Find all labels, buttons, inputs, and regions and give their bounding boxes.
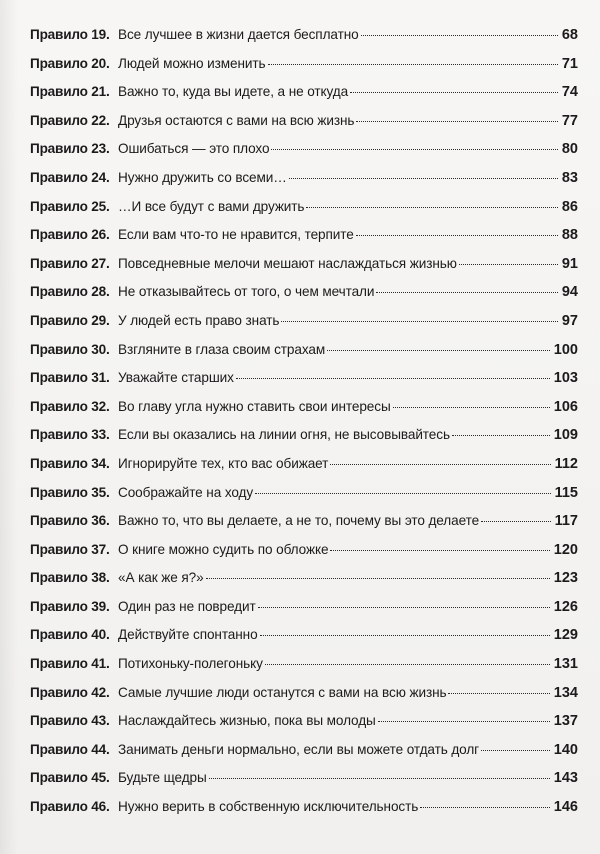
rule-number: Правило 33. — [30, 427, 110, 443]
toc-entry — [30, 164, 578, 193]
page-number: 91 — [561, 255, 578, 272]
toc-entry — [30, 307, 578, 336]
page-number: 103 — [553, 370, 578, 387]
dot-leader — [356, 121, 557, 122]
page-number: 94 — [561, 284, 578, 301]
page-number: 137 — [553, 713, 578, 730]
page-number: 71 — [561, 55, 578, 72]
dot-leader — [481, 750, 550, 751]
dot-leader — [356, 235, 558, 236]
dot-leader — [260, 635, 550, 636]
entry-title-line — [118, 278, 578, 307]
entry-title-line — [118, 679, 578, 708]
rule-number: Правило 37. — [30, 541, 110, 557]
dot-leader — [452, 435, 550, 436]
dot-leader — [258, 607, 550, 608]
rule-number: Правило 28. — [30, 284, 110, 300]
page-number: 134 — [553, 684, 578, 701]
dot-leader — [255, 493, 551, 494]
page-number: 117 — [554, 513, 578, 530]
rule-number: Правило 30. — [30, 341, 110, 357]
toc-entry — [30, 393, 578, 422]
dot-leader — [459, 264, 558, 265]
page-number: 120 — [553, 541, 578, 558]
dot-leader — [361, 35, 558, 36]
entry-title-line — [118, 307, 578, 336]
toc-entry — [30, 764, 578, 793]
page-number: 140 — [553, 741, 578, 758]
dot-leader — [289, 178, 558, 179]
rule-title: Самые лучшие люди останутся с вами на всю жизнь — [118, 684, 447, 700]
dot-leader — [327, 350, 550, 351]
rule-title: Если вы оказались на линии огня, не высовывайтесь — [118, 427, 450, 443]
rule-title: Действуйте спонтанно — [118, 627, 258, 643]
entry-title-line — [118, 135, 578, 164]
toc-entry — [30, 278, 578, 307]
page-number: 97 — [561, 312, 578, 329]
entry-title-line — [118, 78, 578, 107]
rule-number: Правило 39. — [30, 598, 110, 614]
toc-entry — [30, 221, 578, 250]
rule-number: Правило 42. — [30, 684, 110, 700]
toc-entry — [30, 364, 578, 393]
dot-leader — [268, 64, 558, 65]
rule-title: Нужно верить в собственную исключительность — [118, 799, 419, 815]
toc-entry — [30, 793, 578, 822]
toc-entry — [30, 21, 578, 50]
page-number: 88 — [561, 227, 578, 244]
rule-title: …И все будут с вами дружить — [118, 198, 305, 214]
rule-number: Правило 20. — [30, 55, 110, 71]
rule-number: Правило 35. — [30, 484, 110, 500]
page-number: 68 — [561, 27, 578, 43]
dot-leader — [330, 550, 549, 551]
rule-title: О книге можно судить по обложке — [118, 541, 329, 557]
entry-title-line — [118, 421, 578, 450]
dot-leader — [350, 92, 558, 93]
rule-title: Нужно дружить со всеми… — [118, 169, 287, 185]
entry-title-line — [118, 736, 578, 765]
toc-entry — [30, 107, 578, 136]
rule-number: Правило 22. — [30, 112, 110, 128]
entry-title-line — [118, 21, 578, 50]
toc-entry — [30, 78, 578, 107]
rule-number: Правило 24. — [30, 169, 110, 185]
entry-title-line — [118, 450, 578, 479]
entry-title-line — [118, 336, 578, 365]
rule-title: Ошибаться — это плохо — [118, 141, 270, 157]
toc-entry — [30, 479, 578, 508]
entry-title-line — [118, 564, 578, 593]
dot-leader — [420, 807, 550, 808]
rule-number: Правило 23. — [30, 141, 110, 157]
page-number: 74 — [561, 84, 578, 101]
rule-number: Правило 43. — [30, 713, 110, 729]
rule-number: Правило 32. — [30, 398, 110, 414]
dot-leader — [209, 778, 550, 779]
rule-title: Повседневные мелочи мешают наслаждаться жизнью — [118, 255, 457, 271]
rule-number: Правило 40. — [30, 627, 110, 643]
page-number: 131 — [553, 656, 578, 673]
page-number: 129 — [553, 627, 578, 644]
rule-title: Потихоньку-полегоньку — [118, 656, 263, 672]
entry-title-line — [118, 107, 578, 136]
rule-title: Игнорируйте тех, кто вас обижает — [118, 455, 329, 471]
rule-title: Все лучшее в жизни дается бесплатно — [118, 27, 359, 42]
toc-entry — [30, 336, 578, 365]
rule-title: Важно то, куда вы идете, а не откуда — [118, 84, 349, 100]
dot-leader — [271, 149, 557, 150]
rule-title: Будьте щедры — [118, 770, 207, 786]
rule-title: Занимать деньги нормально, если вы можете отдать долг — [118, 741, 480, 757]
rule-title: Уважайте старших — [118, 370, 234, 386]
rule-number: Правило 45. — [30, 770, 110, 786]
page-number: 115 — [554, 484, 578, 501]
entry-title-line — [118, 593, 578, 622]
rule-title: Взгляните в глаза своим страхам — [118, 341, 326, 357]
dot-leader — [236, 378, 550, 379]
rule-title: Если вам что-то не нравится, терпите — [118, 227, 354, 243]
toc-entry — [30, 50, 578, 79]
entry-title-line — [118, 793, 578, 822]
entry-title-line — [118, 536, 578, 565]
page-number: 123 — [553, 570, 578, 587]
toc-entry — [30, 507, 578, 536]
dot-leader — [281, 321, 558, 322]
rule-title: Не отказывайтесь от того, о чем мечтали — [118, 284, 375, 300]
entry-title-line — [118, 764, 578, 793]
dot-leader — [448, 693, 549, 694]
toc-entry — [30, 421, 578, 450]
page-number: 143 — [553, 770, 578, 787]
rule-title: Важно то, что вы делаете, а не то, почему вы это делаете — [118, 513, 480, 529]
dot-leader — [265, 664, 550, 665]
page-number: 109 — [553, 427, 578, 444]
rule-number: Правило 38. — [30, 570, 110, 586]
entry-title-line — [118, 250, 578, 279]
dot-leader — [306, 207, 557, 208]
rule-number: Правило 44. — [30, 741, 110, 757]
entry-title-line — [118, 221, 578, 250]
page-number: 146 — [553, 799, 578, 816]
dot-leader — [393, 407, 550, 408]
rule-title: Один раз не повредит — [118, 598, 256, 614]
rule-number: Правило 46. — [30, 799, 110, 815]
page-number: 77 — [561, 112, 578, 129]
toc-entry — [30, 736, 578, 765]
rule-number: Правило 41. — [30, 656, 110, 672]
rule-title: Друзья остаются с вами на всю жизнь — [118, 112, 355, 128]
rule-number: Правило 27. — [30, 255, 110, 271]
entry-title-line — [118, 164, 578, 193]
rule-number: Правило 19. — [30, 27, 110, 42]
entry-title-line — [118, 50, 578, 79]
entry-title-line — [118, 507, 578, 536]
rule-title: Наслаждайтесь жизнью, пока вы молоды — [118, 713, 376, 729]
toc-entry — [30, 564, 578, 593]
entry-title-line — [118, 621, 578, 650]
rule-number: Правило 26. — [30, 227, 110, 243]
toc-entry — [30, 679, 578, 708]
table-of-contents — [30, 21, 578, 822]
rule-number: Правило 29. — [30, 312, 110, 328]
rule-number: Правило 31. — [30, 370, 110, 386]
dot-leader — [378, 721, 550, 722]
page-number: 80 — [561, 141, 578, 158]
page-number: 126 — [553, 598, 578, 615]
dot-leader — [330, 464, 550, 465]
rule-number: Правило 21. — [30, 84, 110, 100]
toc-entry — [30, 593, 578, 622]
entry-title-line — [118, 193, 578, 222]
toc-entry — [30, 621, 578, 650]
page-number: 100 — [553, 341, 578, 358]
rule-number: Правило 25. — [30, 198, 110, 214]
entry-title-line — [118, 364, 578, 393]
toc-entry — [30, 193, 578, 222]
page-number: 86 — [561, 198, 578, 215]
dot-leader — [481, 521, 551, 522]
dot-leader — [376, 292, 557, 293]
toc-entry — [30, 536, 578, 565]
rule-title: Соображайте на ходу — [118, 484, 254, 500]
toc-entry — [30, 650, 578, 679]
rule-title: Во главу угла нужно ставить свои интересы — [118, 398, 391, 414]
entry-title-line — [118, 707, 578, 736]
rule-number: Правило 36. — [30, 513, 110, 529]
page-number: 106 — [553, 398, 578, 415]
toc-entry — [30, 707, 578, 736]
toc-entry — [30, 250, 578, 279]
toc-entry — [30, 135, 578, 164]
page-number: 112 — [554, 455, 578, 472]
dot-leader — [206, 578, 550, 579]
rule-number: Правило 34. — [30, 455, 110, 471]
entry-title-line — [118, 650, 578, 679]
rule-title: Людей можно изменить — [118, 55, 266, 71]
entry-title-line — [118, 479, 578, 508]
entry-title-line — [118, 393, 578, 422]
rule-title: «А как же я?» — [118, 570, 204, 586]
toc-entry — [30, 450, 578, 479]
rule-title: У людей есть право знать — [118, 312, 280, 328]
page-number: 83 — [561, 169, 578, 186]
